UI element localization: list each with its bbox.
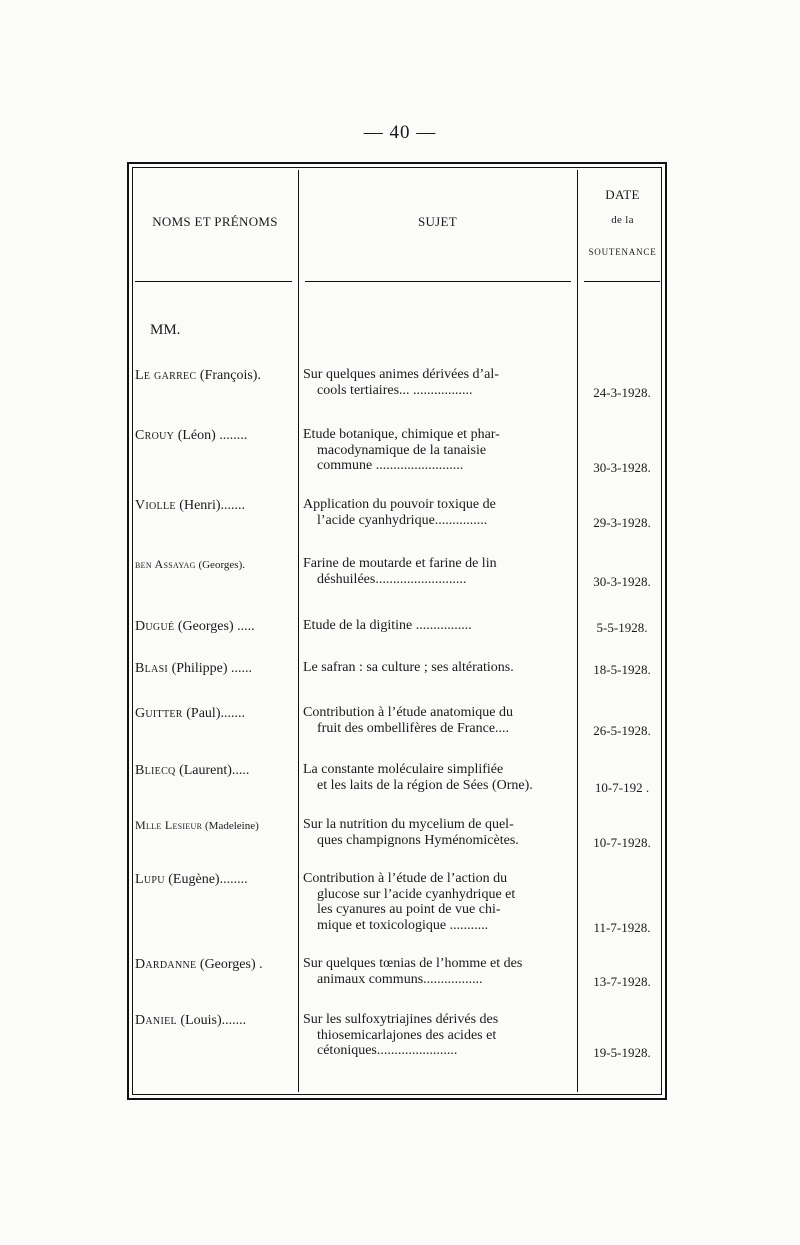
student-surname: Blasi <box>135 661 169 676</box>
header-date: DATE <box>605 187 640 202</box>
student-surname: Lupu <box>135 872 165 887</box>
thesis-subject-line: Contribution à l’étude anatomique du <box>303 705 513 720</box>
student-surname: Crouy <box>135 428 175 443</box>
student-surname: Daniel <box>135 1013 177 1028</box>
student-surname: Le garrec <box>135 368 197 383</box>
thesis-subject-line: La constante moléculaire simplifiée <box>303 762 504 777</box>
thesis-subject-line: Le safran : sa culture ; ses altérations. <box>303 660 514 675</box>
student-name <box>135 762 297 779</box>
thesis-subject-line: déshuilées.......................... <box>317 571 467 587</box>
student-given-name: (Georges) ..... <box>174 619 255 634</box>
defense-date: 10-7-192 . <box>594 779 650 795</box>
student-surname: Bliecq <box>135 763 176 778</box>
thesis-subject-line: les cyanures au point de vue chi- <box>317 902 501 917</box>
thesis-subject-line: cools tertiaires... ................. <box>317 382 473 398</box>
student-name <box>135 556 297 574</box>
student-given-name: (François). <box>196 368 261 383</box>
student-given-name: (Eugène)........ <box>164 872 248 887</box>
thesis-subject <box>303 817 575 848</box>
thesis-subject <box>303 497 575 528</box>
defense-date: 24-3-1928. <box>593 384 651 400</box>
student-surname: Dardanne <box>135 957 197 972</box>
thesis-subject <box>303 871 575 933</box>
student-given-name: (Philippe) ...... <box>168 661 253 676</box>
thesis-subject-line: et les laits de la région de Sées (Orne). <box>317 777 533 793</box>
thesis-subject-line: ques champignons Hyménomicètes. <box>317 832 519 848</box>
student-given-name: (Louis)....... <box>176 1013 247 1028</box>
thesis-subject-line: Sur la nutrition du mycelium de quel- <box>303 817 514 832</box>
header-rule-names <box>135 281 292 282</box>
salutation: MM. <box>150 322 181 338</box>
thesis-subject-line: Sur quelques animes dérivées d’al- <box>303 367 499 382</box>
header-subject: SUJET <box>417 214 458 229</box>
defense-date: 13-7-1928. <box>593 973 651 989</box>
header-names: NOMS ET PRÉNOMS <box>152 214 278 229</box>
thesis-subject-line: mique et toxicologique ........... <box>317 917 489 933</box>
student-given-name: (Paul)....... <box>182 706 245 721</box>
student-given-name: (Madeleine) <box>202 820 259 832</box>
page-number: — 40 — <box>363 122 437 143</box>
defense-date: 26-5-1928. <box>593 722 651 738</box>
thesis-subject-line: Sur les sulfoxytriajines dérivés des <box>303 1012 499 1027</box>
student-name <box>135 367 297 384</box>
thesis-subject <box>303 956 575 987</box>
header-rule-subject <box>305 281 571 282</box>
defense-date: 5-5-1928. <box>596 620 648 635</box>
student-surname: Dugué <box>135 619 175 634</box>
student-name <box>135 618 297 635</box>
thesis-subject <box>303 427 575 474</box>
thesis-subject <box>303 660 575 676</box>
student-name <box>135 817 297 835</box>
student-name <box>135 497 297 514</box>
student-name <box>135 660 297 677</box>
header-date-de-la: de la <box>611 214 634 226</box>
thesis-subject-line: animaux communs................. <box>317 971 483 987</box>
column-divider-2 <box>577 170 578 1092</box>
defense-date: 18-5-1928. <box>593 662 651 677</box>
defense-date: 30-3-1928. <box>593 573 651 589</box>
student-surname: Guitter <box>135 706 183 721</box>
student-given-name: (Georges). <box>195 559 245 571</box>
student-name <box>135 427 297 444</box>
thesis-subject <box>303 1012 575 1059</box>
thesis-subject-line: macodynamique de la tanaisie <box>317 442 487 458</box>
thesis-subject-line: Etude de la digitine ................ <box>303 618 472 633</box>
thesis-subject-line: Etude botanique, chimique et phar- <box>303 427 500 442</box>
thesis-subject <box>303 367 575 398</box>
defense-date: 29-3-1928. <box>593 514 651 530</box>
student-name <box>135 956 297 973</box>
thesis-subject-line: Farine de moutarde et farine de lin <box>303 556 497 571</box>
thesis-subject <box>303 556 575 587</box>
student-surname: ben Assayag <box>135 557 196 571</box>
thesis-subject-line: l’acide cyanhydrique............... <box>317 512 488 528</box>
column-divider-1 <box>298 170 299 1092</box>
thesis-subject-line: Sur quelques tœnias de l’homme et des <box>303 956 523 971</box>
thesis-subject <box>303 618 575 634</box>
thesis-subject-line: commune ......................... <box>317 458 464 473</box>
thesis-subject-line: fruit des ombellifères de France.... <box>317 720 510 736</box>
student-given-name: (Henri)....... <box>175 498 245 513</box>
student-name <box>135 705 297 722</box>
student-given-name: (Léon) ........ <box>174 428 248 443</box>
thesis-subject-line: glucose sur l’acide cyanhydrique et <box>317 886 516 902</box>
thesis-subject-line: Application du pouvoir toxique de <box>303 497 496 512</box>
header-soutenance: SOUTENANCE <box>588 247 657 257</box>
student-name <box>135 871 297 888</box>
student-given-name: (Laurent)..... <box>175 763 250 778</box>
thesis-subject <box>303 705 575 736</box>
student-surname: Violle <box>135 498 176 513</box>
header-rule-date <box>584 281 660 282</box>
thesis-subject-line: thiosemicarlajones des acides et <box>317 1027 497 1043</box>
thesis-subject-line: Contribution à l’étude de l’action du <box>303 871 508 886</box>
thesis-subject-line: cétoniques....................... <box>317 1043 458 1058</box>
defense-date: 10-7-1928. <box>593 834 651 850</box>
student-given-name: (Georges) . <box>196 957 263 972</box>
defense-date: 19-5-1928. <box>593 1045 651 1060</box>
defense-date: 11-7-1928. <box>593 919 651 935</box>
student-surname: Mlle Lesieur <box>135 818 203 832</box>
defense-date: 30-3-1928. <box>593 460 651 475</box>
thesis-subject <box>303 762 575 793</box>
student-name <box>135 1012 297 1029</box>
